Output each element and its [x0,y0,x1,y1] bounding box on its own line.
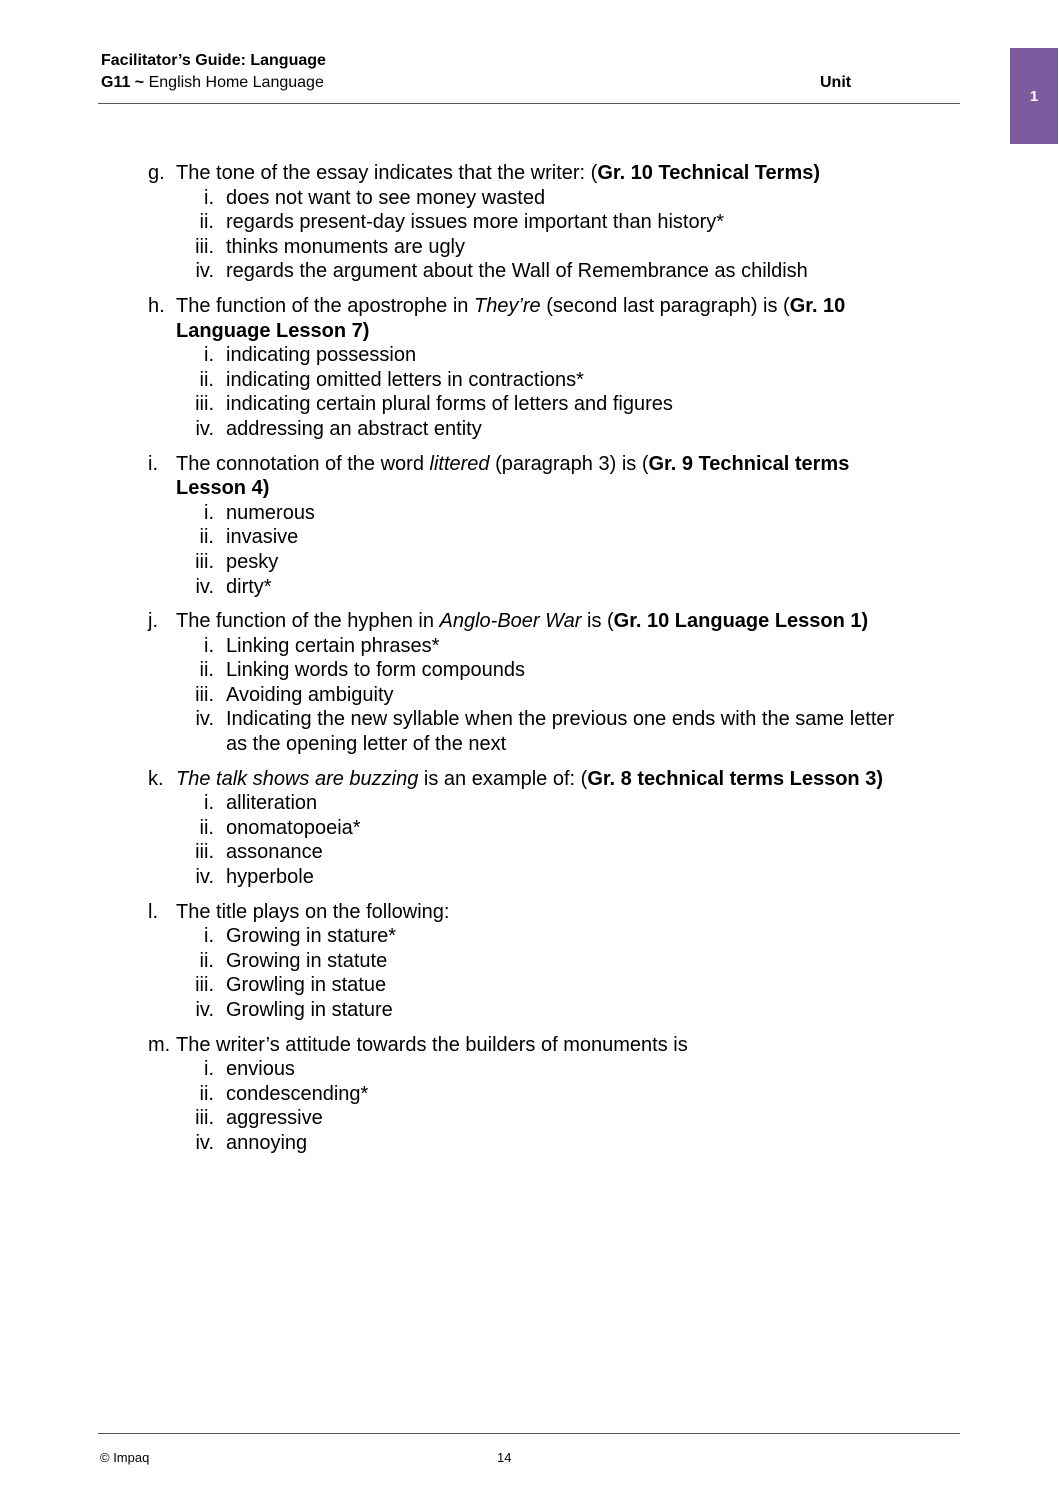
option-numeral: i. [204,501,214,524]
question-letter: m. [148,1033,171,1056]
guide-title: Facilitator’s Guide: Language [101,52,326,69]
option-item [176,392,908,417]
question-letter: h. [148,294,165,317]
option-item [176,634,908,659]
option-item [176,186,908,211]
option-item [176,840,908,865]
option-text: Growling in stature [226,999,393,1021]
option-item [176,550,908,575]
option-item [176,949,908,974]
question-text-part: The talk shows are buzzing [176,767,419,790]
option-numeral: iii. [195,393,214,416]
question-text-part: The connotation of the word [176,452,430,475]
option-text: numerous [226,501,315,524]
question-text [176,452,908,501]
option-item [176,525,908,550]
header-divider [98,103,960,104]
option-text: regards present-day issues more important than history* [226,211,725,234]
option-text: hyperbole [226,866,314,889]
question-text-part: The function of the apostrophe in [176,294,474,317]
option-numeral: iii. [195,550,214,573]
option-item [176,501,908,526]
question-item [148,900,908,1023]
option-text: indicating certain plural forms of letters and figures [226,393,673,416]
option-numeral: iii. [195,974,214,997]
option-numeral: ii. [199,211,214,234]
option-list [176,343,908,441]
option-list [176,1057,908,1155]
question-letter: i. [148,452,158,475]
option-text: assonance [226,841,323,864]
question-text-part: Gr. 10 Language Lesson 1) [613,610,869,633]
question-text-part: The writer’s attitude towards the builders of monuments is [176,1033,688,1056]
option-numeral: ii. [199,526,214,549]
question-text-part: Gr. 9 Technical terms Lesson 4) [176,452,850,500]
option-numeral: iv. [195,1131,214,1154]
option-item [176,235,908,260]
option-numeral: i. [204,925,214,948]
option-item [176,259,908,284]
option-numeral: ii. [199,659,214,682]
question-text-part: The title plays on the following: [176,900,450,923]
question-list [148,161,908,1166]
footer-divider [98,1433,960,1434]
option-item [176,791,908,816]
question-letter: l. [148,900,158,923]
option-text: dirty* [226,575,272,598]
question-text-part: The function of the hyphen in [176,610,440,633]
question-text-part: Gr. 10 Language Lesson 7) [176,294,846,342]
question-text [176,609,908,634]
option-list [176,791,908,889]
question-item [148,452,908,600]
option-numeral: iii. [195,841,214,864]
option-numeral: i. [204,186,214,209]
option-numeral: i. [204,634,214,657]
option-item [176,658,908,683]
option-text: Avoiding ambiguity [226,683,394,706]
question-text [176,767,908,792]
option-text: envious [226,1058,295,1081]
option-numeral: iv. [195,999,214,1021]
option-text: Growing in stature* [226,925,397,948]
option-text: indicating omitted letters in contractions* [226,368,584,391]
question-letter: j. [148,610,158,633]
option-text: onomatopoeia* [226,816,361,839]
option-item [176,1082,908,1107]
grade-label: G11 ~ [101,74,145,91]
option-item [176,1106,908,1131]
option-text: indicating possession [226,344,417,367]
option-numeral: i. [204,1058,214,1081]
option-text: does not want to see money wasted [226,186,546,209]
question-item [148,767,908,890]
option-text: alliteration [226,792,318,815]
question-item [148,161,908,284]
option-numeral: ii. [199,949,214,972]
question-letter: g. [148,162,165,184]
question-text-part: littered [429,452,490,475]
question-text-part: (paragraph 3) is ( [489,452,649,475]
option-text: Growling in statue [226,974,387,997]
option-numeral: iv. [195,708,214,731]
option-text: aggressive [226,1107,323,1130]
option-text: regards the argument about the Wall of Remembrance as childish [226,260,808,283]
option-numeral: iv. [195,866,214,889]
option-list [176,924,908,1022]
option-item [176,368,908,393]
option-item [176,210,908,235]
option-numeral: i. [204,792,214,815]
option-numeral: iii. [195,235,214,258]
question-item [148,1033,908,1156]
option-numeral: iii. [195,1107,214,1130]
question-text-part: Gr. 10 Technical Terms) [597,162,821,184]
question-item [148,294,908,442]
option-list [176,501,908,599]
option-item [176,973,908,998]
option-numeral: iii. [195,683,214,706]
question-text [176,294,908,343]
question-text-part: The tone of the essay indicates that the writer: ( [176,162,598,184]
option-numeral: iv. [195,575,214,598]
option-item [176,924,908,949]
option-text: Linking certain phrases* [226,634,440,657]
page-number: 14 [497,1450,512,1465]
option-item [176,575,908,600]
option-list [176,186,908,284]
question-text [176,161,908,186]
unit-number-tab: 1 [1010,48,1058,144]
guide-subtitle [101,74,324,92]
question-text [176,900,908,925]
unit-label: Unit [820,74,852,91]
option-numeral: iv. [195,260,214,283]
option-text: annoying [226,1131,308,1154]
option-numeral: i. [204,344,214,367]
option-text: addressing an abstract entity [226,417,482,440]
option-item [176,707,908,756]
footer-copyright: © Impaq [100,1450,150,1465]
option-numeral: iv. [195,417,214,440]
option-item [176,865,908,890]
option-item [176,343,908,368]
question-text-part: (second last paragraph) is ( [540,294,790,317]
option-text: Linking words to form compounds [226,659,526,682]
option-item [176,816,908,841]
option-text: pesky [226,550,279,573]
option-item [176,1131,908,1156]
question-text [176,1033,908,1058]
question-letter: k. [148,767,164,790]
option-item [176,417,908,442]
question-text-part: Anglo-Boer War [439,610,582,633]
question-text-part: is ( [581,610,614,633]
subject-label: English Home Language [144,74,324,91]
option-item [176,998,908,1023]
option-text: thinks monuments are ugly [226,235,466,258]
question-text-part: is an example of: ( [418,767,588,790]
option-numeral: ii. [199,816,214,839]
question-item [148,609,908,757]
option-text: invasive [226,526,299,549]
option-item [176,1057,908,1082]
option-numeral: ii. [199,1082,214,1105]
question-text-part: Gr. 8 technical terms Lesson 3) [587,767,883,790]
option-item [176,683,908,708]
option-numeral: ii. [199,368,214,391]
option-text: Indicating the new syllable when the previous one ends with the same letter as the opening letter of the next [226,708,895,756]
option-text: condescending* [226,1082,369,1105]
question-text-part: They’re [473,294,541,317]
option-text: Growing in statute [226,949,388,972]
option-list [176,634,908,757]
page-header [98,48,1039,105]
